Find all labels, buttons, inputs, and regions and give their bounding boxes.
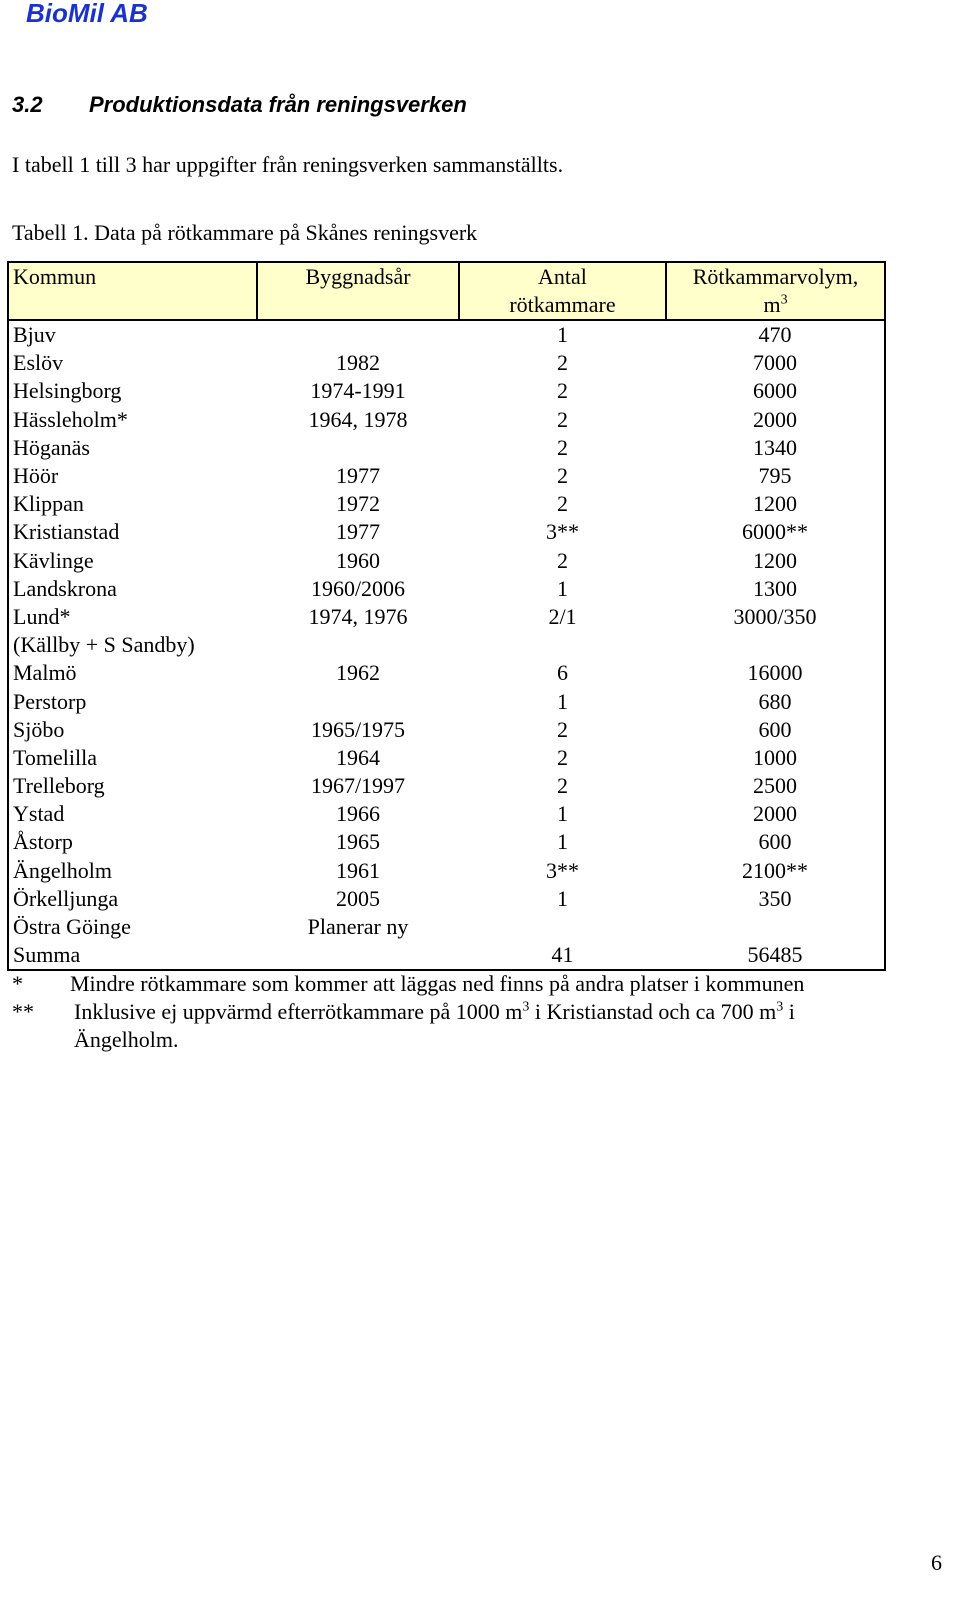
cell-antal: 6: [557, 660, 568, 686]
table-row: [8, 631, 885, 659]
cell-volym: 2100**: [742, 857, 808, 883]
header-antal-line2: rötkammare: [509, 292, 616, 317]
cell-antal: 2: [557, 378, 568, 404]
cell-byggnadsar: 1974, 1976: [308, 603, 408, 629]
header-volym-unit: m: [763, 292, 781, 317]
cell-byggnadsar: 1964: [336, 744, 380, 770]
cell-antal: 2: [557, 773, 568, 799]
cell-volym: 680: [758, 688, 792, 714]
cell-volym: 16000: [747, 660, 803, 686]
cell-antal: 1: [557, 322, 568, 348]
footnote-1: [12, 970, 902, 998]
cell-byggnadsar: 1961: [336, 857, 380, 883]
cell-antal: 1: [557, 885, 568, 911]
cell-byggnadsar: 1965: [336, 829, 380, 855]
cell-volym: 7000: [753, 350, 797, 376]
cell-kommun: (Källby + S Sandby): [13, 632, 195, 658]
section-heading: [12, 92, 467, 118]
footnote-2-text: [74, 998, 902, 1054]
cell-byggnadsar: 1965/1975: [310, 716, 406, 742]
cell-antal: 2: [557, 491, 568, 517]
table-row: [8, 349, 885, 377]
intro-paragraph: I tabell 1 till 3 har uppgifter från reningsverken sammanställts.: [12, 152, 564, 177]
cell-byggnadsar: [257, 687, 459, 715]
cell-kommun: Örkelljunga: [13, 885, 119, 911]
cell-antal: 1: [557, 801, 568, 827]
table-body: [8, 320, 885, 970]
cell-volym: 2000: [753, 801, 797, 827]
cell-antal: 2: [557, 434, 568, 460]
table-row: [8, 377, 885, 405]
header-antal-line1: Antal: [538, 264, 587, 289]
footnote-2-exponent-1: 3: [522, 999, 530, 1015]
footnote-2-exponent-2: 3: [776, 999, 784, 1015]
cell-antal: 2: [557, 463, 568, 489]
table-row: [8, 490, 885, 518]
cell-kommun: Sjöbo: [13, 716, 65, 742]
cell-byggnadsar: [257, 941, 459, 970]
cell-volym: [666, 913, 885, 941]
cell-volym: 56485: [747, 942, 803, 968]
cell-antal: 1: [557, 575, 568, 601]
cell-kommun: Perstorp: [13, 688, 87, 714]
cell-volym: 795: [758, 463, 792, 489]
cell-byggnadsar: [257, 320, 459, 349]
cell-antal: 2: [557, 716, 568, 742]
cell-kommun: Östra Göinge: [13, 914, 131, 940]
footnote-2-part2: i Kristianstad och ca 700 m: [529, 999, 777, 1024]
cell-volym: 2000: [753, 406, 797, 432]
cell-antal: 2/1: [548, 603, 577, 629]
cell-kommun: Bjuv: [13, 322, 56, 348]
cell-byggnadsar: 2005: [336, 885, 380, 911]
cell-volym: 470: [758, 322, 792, 348]
cell-volym: 600: [758, 716, 792, 742]
table-row: [8, 885, 885, 913]
cell-antal: 1: [557, 688, 568, 714]
cell-kommun: Hässleholm*: [13, 406, 128, 432]
cell-byggnadsar: 1964, 1978: [308, 406, 408, 432]
cell-antal: [459, 631, 666, 659]
cell-volym: 6000: [753, 378, 797, 404]
footnote-1-mark: *: [12, 971, 23, 996]
cell-kommun: Kristianstad: [13, 519, 120, 545]
cell-antal: 41: [551, 942, 574, 968]
table-header-row: [8, 262, 885, 320]
cell-antal: 2: [557, 547, 568, 573]
cell-antal: 2: [557, 350, 568, 376]
cell-volym: 1300: [753, 575, 797, 601]
cell-byggnadsar: 1974-1991: [310, 378, 406, 404]
header-volym-exponent: 3: [780, 292, 788, 308]
table-row: [8, 800, 885, 828]
table-row: [8, 772, 885, 800]
digester-data-table: [7, 261, 886, 971]
cell-kommun: Trelleborg: [13, 773, 105, 799]
table-row: [8, 659, 885, 687]
table-row: [8, 913, 885, 941]
table-row: [8, 687, 885, 715]
cell-kommun: Åstorp: [13, 829, 73, 855]
header-byggnadsar: Byggnadsår: [257, 262, 459, 320]
table-row: [8, 406, 885, 434]
cell-volym: 2500: [753, 773, 797, 799]
cell-volym: 3000/350: [733, 603, 817, 629]
section-title: Produktionsdata från reningsverken: [89, 92, 467, 117]
footnote-2-mark: **: [12, 999, 34, 1024]
footnote-2-part1: Inklusive ej uppvärmd efterrötkammare på 1000 m: [74, 999, 523, 1024]
table-row: [8, 603, 885, 631]
cell-antal: 1: [557, 829, 568, 855]
cell-byggnadsar: 1966: [336, 801, 380, 827]
cell-byggnadsar: 1972: [336, 491, 380, 517]
cell-kommun: Summa: [13, 942, 81, 968]
cell-antal: 3**: [546, 519, 579, 545]
table-row: [8, 462, 885, 490]
section-number: 3.2: [12, 92, 43, 117]
table-row: [8, 941, 885, 970]
header-volym-line1: Rötkammarvolym,: [692, 264, 859, 289]
header-volym: [666, 262, 885, 320]
cell-byggnadsar: 1960: [336, 547, 380, 573]
cell-kommun: Höör: [13, 463, 59, 489]
header-kommun: Kommun: [8, 262, 257, 320]
cell-kommun: Klippan: [13, 491, 84, 517]
cell-kommun: Helsingborg: [13, 378, 122, 404]
cell-volym: 6000**: [742, 519, 808, 545]
cell-kommun: Lund*: [13, 603, 71, 629]
cell-volym: 350: [758, 885, 792, 911]
table-row: [8, 320, 885, 349]
footnote-2-part3: i Ängelholm.: [74, 999, 795, 1052]
cell-byggnadsar: [257, 631, 459, 659]
cell-byggnadsar: 1982: [336, 350, 380, 376]
cell-volym: 1000: [753, 744, 797, 770]
cell-kommun: Kävlinge: [13, 547, 94, 573]
header-antal: [459, 262, 666, 320]
footnote-2: [12, 998, 902, 1054]
table-row: [8, 744, 885, 772]
cell-kommun: Ängelholm: [13, 857, 112, 883]
cell-byggnadsar: 1962: [336, 660, 380, 686]
cell-kommun: Ystad: [13, 801, 65, 827]
cell-volym: 600: [758, 829, 792, 855]
cell-antal: 2: [557, 406, 568, 432]
table-row: [8, 716, 885, 744]
header-volym-line2: [667, 291, 884, 319]
cell-volym: 1200: [753, 491, 797, 517]
cell-antal: 3**: [546, 857, 579, 883]
cell-volym: [666, 631, 885, 659]
footnote-1-text: Mindre rötkammare som kommer att läggas ned finns på andra platser i kommunen: [70, 971, 805, 996]
table-row: [8, 828, 885, 856]
table-row: [8, 857, 885, 885]
cell-kommun: Landskrona: [13, 575, 117, 601]
cell-kommun: Höganäs: [13, 434, 90, 460]
cell-kommun: Tomelilla: [13, 744, 97, 770]
cell-antal: 2: [557, 744, 568, 770]
cell-byggnadsar: Planerar ny: [307, 914, 409, 940]
cell-byggnadsar: 1960/2006: [310, 575, 406, 601]
page-number: 6: [931, 1550, 942, 1575]
cell-kommun: Eslöv: [13, 350, 64, 376]
table-row: [8, 518, 885, 546]
cell-byggnadsar: 1977: [336, 519, 380, 545]
table-row: [8, 434, 885, 462]
table-row: [8, 547, 885, 575]
cell-volym: 1340: [753, 434, 797, 460]
table-caption: Tabell 1. Data på rötkammare på Skånes reningsverk: [12, 220, 478, 245]
cell-byggnadsar: 1967/1997: [310, 773, 406, 799]
header-brand: BioMil AB: [26, 0, 148, 28]
cell-volym: 1200: [753, 547, 797, 573]
footnotes: [12, 970, 902, 1054]
cell-antal: [459, 913, 666, 941]
cell-byggnadsar: 1977: [336, 463, 380, 489]
table-row: [8, 575, 885, 603]
cell-kommun: Malmö: [13, 660, 77, 686]
cell-byggnadsar: [257, 434, 459, 462]
